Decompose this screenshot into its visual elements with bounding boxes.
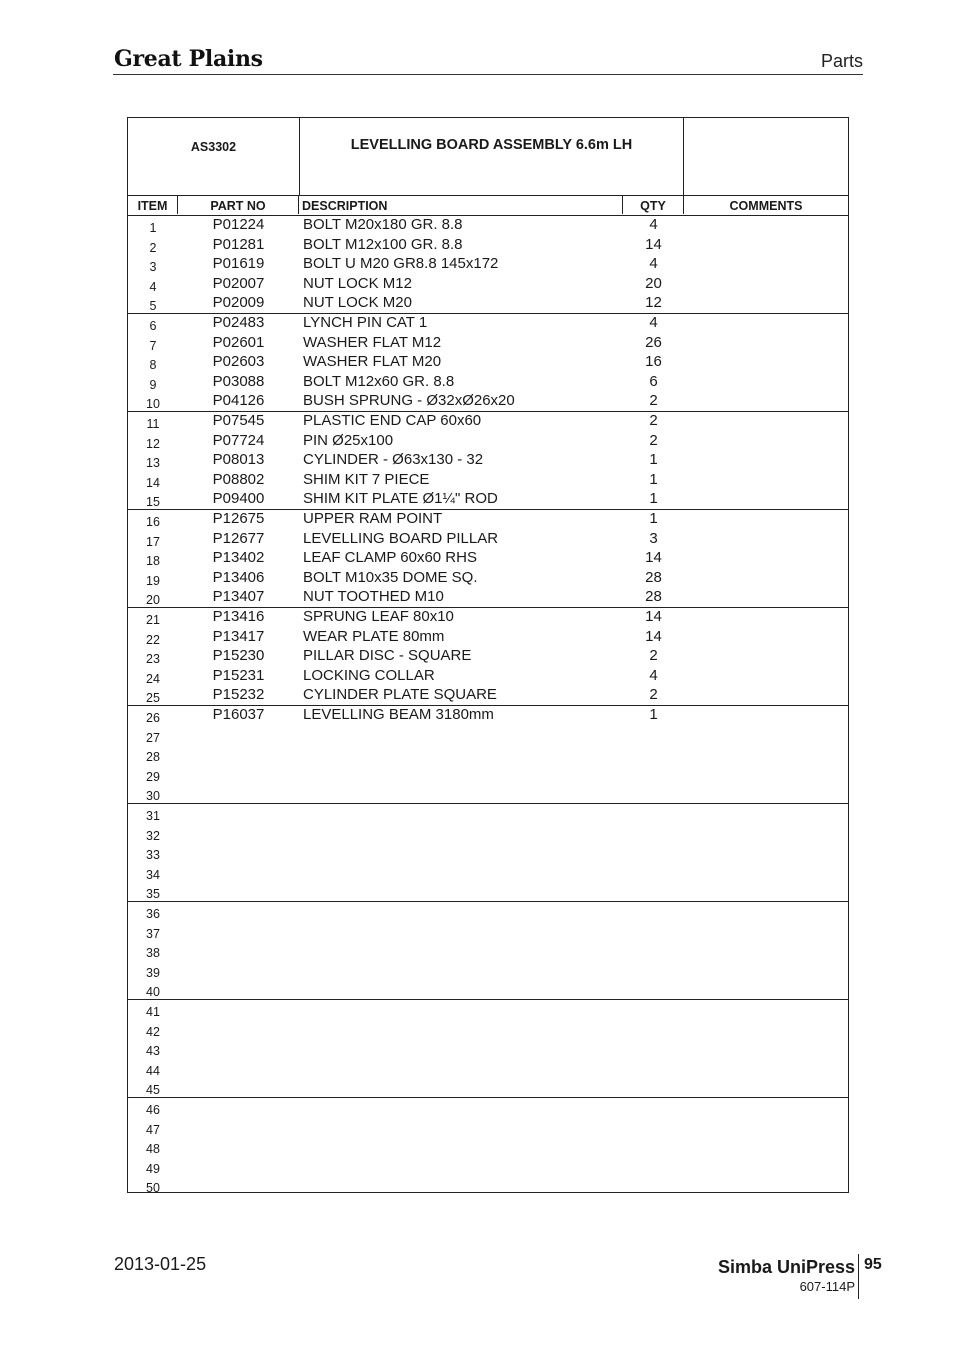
item-number: 19	[146, 573, 160, 588]
table-row	[128, 216, 848, 236]
item-number: 43	[146, 1044, 160, 1059]
table-row	[128, 882, 848, 902]
item-number: 16	[146, 515, 160, 529]
item-number: 21	[146, 613, 160, 627]
part-description: WASHER FLAT M12	[303, 333, 442, 351]
part-number: P02007	[212, 274, 265, 292]
section-title: Parts	[820, 51, 863, 71]
quantity: 12	[645, 294, 662, 312]
table-row	[128, 745, 848, 765]
part-number: P15231	[212, 666, 265, 684]
part-number: P13407	[212, 588, 265, 606]
item-number: 28	[146, 750, 160, 765]
part-description: LEAF CLAMP 60x60 RHS	[303, 549, 477, 567]
quantity: 4	[649, 314, 658, 331]
quantity: 28	[645, 568, 662, 586]
table-row	[128, 373, 848, 393]
table-row	[128, 549, 848, 569]
quantity: 3	[649, 529, 658, 547]
quantity: 4	[649, 216, 658, 233]
table-row	[128, 490, 848, 510]
item-number: 3	[149, 260, 157, 275]
item-number: 22	[146, 632, 160, 647]
part-description: CYLINDER - Ø63x130 - 32	[303, 451, 484, 469]
quantity: 4	[649, 255, 658, 273]
part-number: P01619	[212, 255, 265, 273]
column-headers	[128, 196, 848, 216]
quantity: 1	[649, 490, 658, 508]
table-row	[128, 1157, 848, 1177]
part-description: NUT LOCK M12	[303, 274, 412, 292]
quantity: 14	[645, 608, 662, 625]
item-number: 49	[146, 1161, 160, 1176]
part-description: WASHER FLAT M20	[303, 353, 442, 371]
table-row	[128, 1078, 848, 1098]
table-row	[128, 353, 848, 373]
part-description: NUT TOOTHED M10	[303, 588, 444, 606]
item-number: 25	[146, 691, 160, 706]
item-number: 10	[146, 397, 160, 412]
part-description: BOLT M20x180 GR. 8.8	[303, 216, 463, 233]
column-header-comments: COMMENTS	[729, 199, 803, 213]
table-row	[128, 824, 848, 844]
item-number: 39	[146, 965, 160, 980]
item-number: 17	[146, 534, 160, 549]
part-number: P02483	[212, 314, 265, 331]
quantity: 16	[645, 353, 662, 371]
table-row	[128, 902, 848, 922]
part-description: LEVELLING BOARD PILLAR	[303, 529, 499, 547]
table-row	[128, 804, 848, 824]
item-number: 24	[146, 671, 160, 686]
item-number: 45	[146, 1083, 160, 1098]
table-row	[128, 980, 848, 1000]
table-row	[128, 588, 848, 608]
table-row	[128, 392, 848, 412]
table-row	[128, 530, 848, 550]
quantity: 4	[649, 666, 658, 684]
item-number: 41	[146, 1005, 160, 1019]
table-row	[128, 236, 848, 256]
item-number: 42	[146, 1024, 160, 1039]
table-row	[128, 686, 848, 706]
part-number: P07545	[212, 412, 265, 429]
item-number: 47	[146, 1122, 160, 1137]
part-description: UPPER RAM POINT	[303, 510, 443, 527]
part-description: CYLINDER PLATE SQUARE	[303, 686, 497, 704]
part-number: P01281	[212, 235, 265, 253]
part-number: P13416	[212, 608, 265, 625]
item-number: 4	[149, 279, 157, 294]
table-row	[128, 1176, 848, 1196]
table-row	[128, 471, 848, 491]
item-number: 40	[146, 985, 160, 1000]
item-number: 30	[146, 789, 160, 804]
item-number: 14	[146, 475, 160, 490]
quantity: 26	[645, 333, 662, 351]
table-row	[128, 569, 848, 589]
part-number: P01224	[212, 216, 265, 233]
document-number: 607-114P	[799, 1279, 855, 1294]
table-row	[128, 608, 848, 628]
quantity: 14	[645, 549, 662, 567]
item-number: 20	[146, 593, 160, 608]
item-number: 46	[146, 1103, 160, 1117]
item-number: 5	[149, 299, 157, 314]
assembly-description: LEVELLING BOARD ASSEMBLY 6.6m LH	[299, 118, 684, 196]
table-row	[128, 647, 848, 667]
item-number: 1	[149, 221, 157, 235]
part-number: P08013	[212, 451, 265, 469]
table-row	[128, 784, 848, 804]
table-row	[128, 1137, 848, 1157]
table-row	[128, 1000, 848, 1020]
item-number: 48	[146, 1142, 160, 1157]
part-number: P02603	[212, 353, 265, 371]
part-number: P15230	[212, 647, 265, 665]
table-row	[128, 726, 848, 746]
column-header-item: ITEM	[128, 196, 178, 214]
table-row	[128, 334, 848, 354]
quantity: 2	[649, 431, 658, 449]
part-number: P02009	[212, 294, 265, 312]
table-row	[128, 922, 848, 942]
table-row	[128, 412, 848, 432]
part-description: BOLT U M20 GR8.8 145x172	[303, 255, 499, 273]
table-row	[128, 1118, 848, 1138]
part-number: P16037	[212, 706, 265, 723]
part-description: NUT LOCK M20	[303, 294, 412, 312]
table-row	[128, 255, 848, 275]
part-description: PIN Ø25x100	[303, 431, 394, 449]
quantity: 28	[645, 588, 662, 606]
part-number: P04126	[212, 392, 265, 410]
item-number: 13	[146, 456, 160, 471]
part-description: SPRUNG LEAF 80x10	[303, 608, 454, 625]
table-row	[128, 628, 848, 648]
part-description: BOLT M12x100 GR. 8.8	[303, 235, 463, 253]
table-row	[128, 510, 848, 530]
table-row	[128, 961, 848, 981]
item-number: 12	[146, 436, 160, 451]
item-number: 38	[146, 946, 160, 961]
part-number: P13402	[212, 549, 265, 567]
item-number: 34	[146, 867, 160, 882]
quantity: 20	[645, 274, 662, 292]
quantity: 2	[649, 686, 658, 704]
item-number: 23	[146, 652, 160, 667]
part-number: P12677	[212, 529, 265, 547]
page-number: 95	[864, 1256, 882, 1273]
parts-table	[127, 117, 849, 1196]
part-description: LOCKING COLLAR	[303, 666, 435, 684]
column-header-qty: QTY	[623, 196, 684, 214]
part-description: SHIM KIT 7 PIECE	[303, 470, 430, 488]
item-number: 26	[146, 711, 160, 725]
quantity: 14	[645, 627, 662, 645]
table-row	[128, 294, 848, 314]
part-description: LYNCH PIN CAT 1	[303, 314, 428, 331]
header-divider	[113, 74, 863, 75]
quantity: 1	[649, 451, 658, 469]
table-row	[128, 314, 848, 334]
item-number: 2	[149, 240, 157, 255]
item-number: 9	[149, 377, 157, 392]
item-number: 8	[149, 358, 157, 373]
quantity: 6	[649, 372, 658, 390]
table-row	[128, 765, 848, 785]
part-description: PLASTIC END CAP 60x60	[303, 412, 482, 429]
part-number: P02601	[212, 333, 265, 351]
table-row	[128, 432, 848, 452]
column-header-description: DESCRIPTION	[299, 196, 623, 214]
part-description: BOLT M12x60 GR. 8.8	[303, 372, 455, 390]
part-number: P03088	[212, 372, 265, 390]
table-row	[128, 863, 848, 883]
item-number: 27	[146, 730, 160, 745]
quantity: 2	[649, 647, 658, 665]
assembly-header	[128, 118, 848, 196]
part-description: BOLT M10x35 DOME SQ.	[303, 568, 478, 586]
item-number: 6	[149, 319, 157, 333]
table-row	[128, 843, 848, 863]
quantity: 14	[645, 235, 662, 253]
footer-model-name: Simba UniPress	[717, 1257, 855, 1277]
brand-logo: Great Plains	[114, 46, 263, 72]
item-number: 36	[146, 907, 160, 921]
part-number: P12675	[212, 510, 265, 527]
item-number: 15	[146, 495, 160, 510]
item-number: 44	[146, 1063, 160, 1078]
part-description: PILLAR DISC - SQUARE	[303, 647, 472, 665]
item-number: 18	[146, 554, 160, 569]
table-row	[128, 1039, 848, 1059]
assembly-code: AS3302	[190, 140, 237, 154]
quantity: 1	[649, 510, 658, 527]
part-number: P15232	[212, 686, 265, 704]
item-number: 50	[146, 1181, 160, 1196]
quantity: 2	[649, 392, 658, 410]
item-number: 31	[146, 809, 160, 823]
table-row	[128, 1098, 848, 1118]
part-number: P13417	[212, 627, 265, 645]
table-row	[128, 451, 848, 471]
part-description: BUSH SPRUNG - Ø32xØ26x20	[303, 392, 515, 410]
item-number: 33	[146, 848, 160, 863]
column-header-part-no: PART NO	[178, 196, 299, 214]
quantity: 1	[649, 706, 658, 723]
item-number: 35	[146, 887, 160, 902]
table-row	[128, 941, 848, 961]
part-description: LEVELLING BEAM 3180mm	[303, 706, 494, 723]
part-number: P07724	[212, 431, 265, 449]
quantity: 1	[649, 470, 658, 488]
table-row	[128, 1059, 848, 1079]
part-description: WEAR PLATE 80mm	[303, 627, 445, 645]
part-number: P09400	[212, 490, 265, 508]
item-number: 7	[149, 338, 157, 353]
item-number: 37	[146, 926, 160, 941]
table-row	[128, 667, 848, 687]
item-number: 32	[146, 828, 160, 843]
quantity: 2	[649, 412, 658, 429]
table-row	[128, 706, 848, 726]
footer-date: 2013-01-25	[114, 1254, 207, 1274]
item-number: 11	[146, 417, 160, 431]
table-row	[128, 275, 848, 295]
item-number: 29	[146, 769, 160, 784]
part-number: P08802	[212, 470, 265, 488]
part-description: SHIM KIT PLATE Ø1¼" ROD	[303, 490, 498, 508]
part-number: P13406	[212, 568, 265, 586]
footer-divider	[858, 1254, 859, 1299]
table-row	[128, 1020, 848, 1040]
